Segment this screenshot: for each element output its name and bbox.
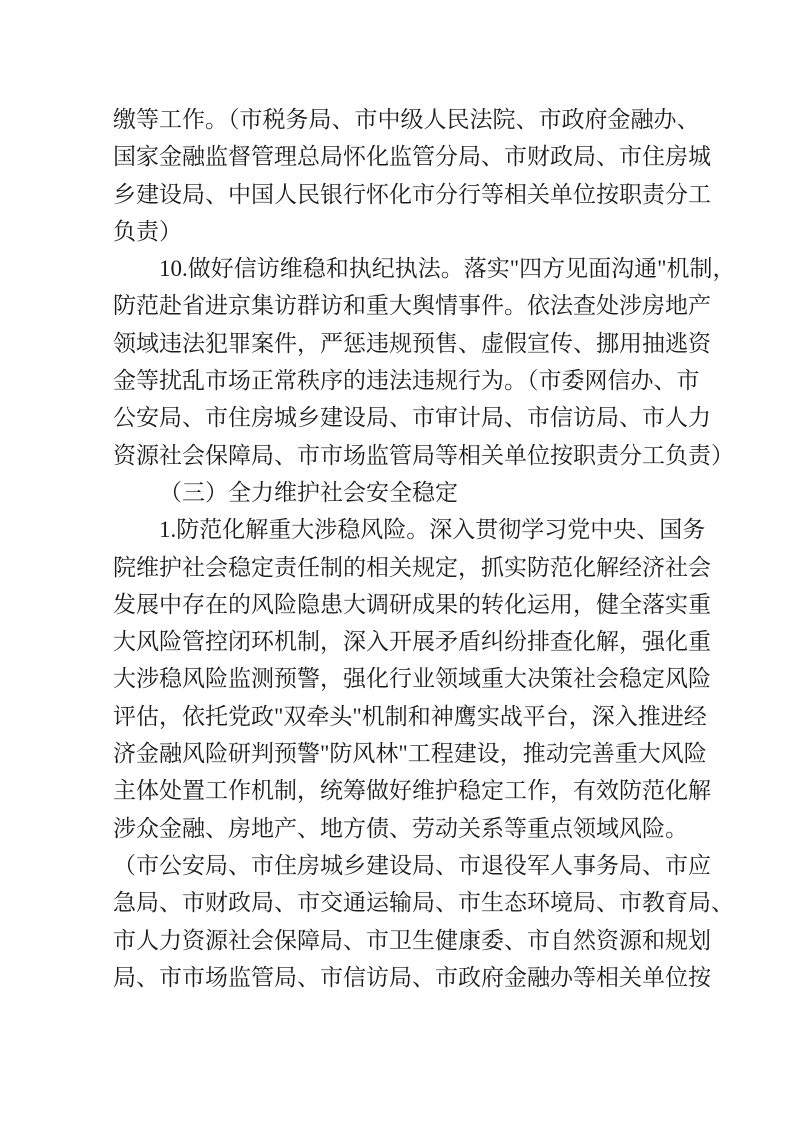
text-line: （市公安局、市住房城乡建设局、市退役军人事务局、市应 [113,852,711,878]
text-line: 涉众金融、房地产、地方债、劳动关系等重点领域风险。 [113,815,688,841]
section-heading-three [113,474,717,511]
text-line: 大涉稳风险监测预警，强化行业领域重大决策社会稳定风险 [113,666,711,692]
text-line: 市人力资源社会保障局、市卫生健康委、市自然资源和规划 [113,927,711,953]
text-line: 防范赴省进京集访群访和重大舆情事件。依法查处涉房地产 [113,293,711,319]
text-line: 国家金融监督管理总局怀化监管分局、市财政局、市住房城 [113,144,711,170]
paragraph-continuation-previous-item [113,101,717,250]
text-line: 评估，依托党政"双牵头"机制和神鹰实战平台，深入推进经 [113,703,707,729]
document-body [113,101,736,996]
text-line: 主体处置工作机制，统筹做好维护稳定工作，有效防范化解 [113,778,711,804]
text-line: 济金融风险研判预警"防风林"工程建设，推动完善重大风险 [113,741,707,767]
text-line: 乡建设局、中国人民银行怀化市分行等相关单位按职责分工 [113,181,711,207]
text-line: 发展中存在的风险隐患大调研成果的转化运用，健全落实重 [113,591,711,617]
text-line: 10.做好信访维稳和执纪执法。落实"四方见面沟通"机制， [159,256,736,282]
text-line: 领域违法犯罪案件，严惩违规预售、虚假宣传、挪用抽逃资 [113,330,711,356]
text-line: （三）全力维护社会安全稳定 [159,479,458,505]
text-line: 急局、市财政局、市交通运输局、市生态环境局、市教育局、 [113,890,734,916]
text-line: 缴等工作。（市税务局、市中级人民法院、市政府金融办、 [113,107,700,132]
paragraph-item-10 [113,250,736,474]
text-line: 局、市市场监管局、市信访局、市政府金融办等相关单位按 [113,964,711,990]
text-line: 大风险管控闭环机制，深入开展矛盾纠纷排查化解，强化重 [113,629,711,655]
text-line: 公安局、市住房城乡建设局、市审计局、市信访局、市人力 [113,405,711,431]
text-line: 资源社会保障局、市市场监管局等相关单位按职责分工负责） [113,442,734,468]
text-line: 金等扰乱市场正常秩序的违法违规行为。（市委网信办、市 [113,368,700,394]
text-line: 负责） [113,218,182,244]
text-line: 院维护社会稳定责任制的相关规定，抓实防范化解经济社会 [113,554,711,580]
text-line: 1.防范化解重大涉稳风险。深入贯彻学习党中央、国务 [159,517,706,543]
paragraph-item-1 [113,511,734,996]
